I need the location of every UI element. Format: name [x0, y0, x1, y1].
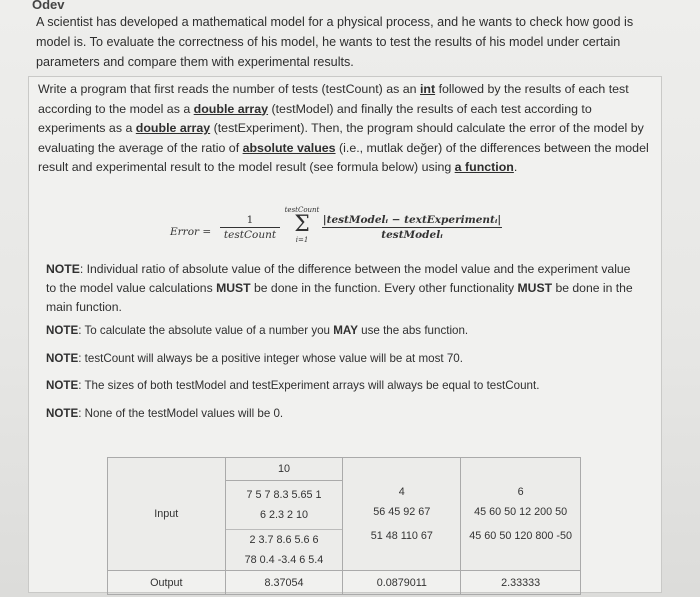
must-keyword: MUST: [216, 281, 251, 295]
formula-frac2-denominator: testModelᵢ: [381, 229, 443, 241]
note-label: NOTE: [46, 407, 79, 420]
note-testcount: [46, 352, 646, 365]
table-cell-test1-input: [225, 458, 343, 571]
note-text: : None of the testModel values will be 0.: [78, 407, 284, 420]
test2-count: 4: [398, 486, 405, 498]
task-paragraph: [38, 80, 650, 178]
task-text-6: .: [513, 160, 518, 174]
note-function: [46, 260, 640, 317]
formula-sum-upper: testCount: [284, 206, 320, 214]
task-text-2: followed by the results of each test according to the model as a: [38, 82, 629, 116]
note-sizes: [46, 379, 646, 392]
may-keyword: MAY: [333, 324, 358, 337]
intro-paragraph: A scientist has developed a mathematical model for a physical process, and he wants to check how good is model is. To evaluate the correctness of his model, he wants to test the results of his model under certain parameters and compare them with experimental results.: [36, 15, 634, 69]
test1-exp-line: 2 3.7 8.6 5.6 6: [249, 534, 319, 546]
task-text-1: Write a program that first reads the number of tests (testCount) as an: [38, 82, 420, 96]
error-formula: [170, 206, 530, 262]
test3-exp: 45 60 50 120 800 -50: [469, 530, 572, 542]
notes-section: [46, 260, 640, 420]
note-text: be done in the main function.: [46, 281, 633, 314]
table-cell-test3-input: [461, 458, 581, 571]
test1-model-line: 7 5 7 8.3 5.65 1: [246, 489, 322, 501]
examples-table: [107, 457, 581, 595]
note-label: NOTE: [46, 352, 79, 365]
note-text: be done in the function. Every other functionality: [250, 281, 518, 295]
double-array-keyword: double array: [193, 101, 269, 116]
formula-lhs: Error =: [170, 226, 212, 238]
test2-output: 0.0879011: [343, 571, 461, 595]
task-text-3: (testModel) and finally the results of each test according to experiments as a: [38, 101, 592, 135]
test1-count: 10: [226, 458, 343, 481]
note-text: use the abs function.: [357, 324, 469, 337]
input-label: Input: [108, 458, 226, 571]
formula-sum-lower: i=1: [295, 236, 309, 244]
note-label: NOTE: [46, 262, 80, 276]
test3-count: 6: [517, 486, 524, 498]
note-label: NOTE: [46, 324, 79, 337]
must-keyword: MUST: [517, 281, 553, 295]
page-title: Odev: [32, 0, 65, 12]
note-nonzero: [46, 407, 646, 420]
test3-output: 2.33333: [461, 571, 581, 595]
formula-fraction-1: [220, 214, 280, 241]
note-label: NOTE: [46, 379, 79, 392]
absolute-values-keyword: absolute values: [242, 140, 336, 155]
test1-exp-line: 78 0.4 -3.4 6 5.4: [244, 554, 324, 566]
test3-model: 45 60 50 12 200 50: [474, 506, 568, 518]
note-abs: [46, 324, 646, 337]
test1-exp: [226, 529, 343, 570]
table-row-output: [108, 571, 581, 595]
table-row-input: [108, 458, 581, 571]
note-text: : Individual ratio of absolute value of the difference between the model value and the experiment value to the model value calculations: [46, 262, 631, 295]
task-text-4: (testExperiment). Then, the program should calculate the error of the model by evaluating the average of the ratio of: [38, 121, 644, 155]
formula-sum: [282, 206, 322, 244]
formula-frac2-numerator: |testModelᵢ − textExperimentᵢ|: [322, 214, 502, 226]
note-text: : testCount will always be a positive integer whose value will be at most 70.: [78, 352, 463, 365]
test1-model-line: 6 2.3 2 10: [259, 509, 308, 521]
function-keyword: a function: [454, 160, 514, 174]
test3-input: [461, 482, 580, 546]
formula-frac1-denominator: testCount: [223, 229, 277, 241]
test2-model: 56 45 92 67: [373, 506, 431, 518]
test1-model: [226, 485, 343, 525]
formula-frac1-bar: [220, 227, 280, 228]
note-text: : The sizes of both testModel and testExperiment arrays will always be equal to testCount.: [78, 379, 540, 392]
task-text-5: (i.e., mutlak değer) of the differences between the model result and experimental result to the model result (see formula below) using: [38, 140, 649, 174]
formula-fraction-2: [322, 214, 502, 241]
test2-input: [343, 482, 460, 546]
test1-output: 8.37054: [225, 571, 343, 595]
formula-frac1-numerator: 1: [246, 214, 254, 226]
int-keyword: int: [419, 82, 436, 96]
double-array-keyword-2: double array: [135, 121, 211, 135]
test2-exp: 51 48 110 67: [370, 530, 433, 542]
formula-frac2-bar: [322, 227, 502, 228]
note-text: : To calculate the absolute value of a number you: [78, 324, 334, 337]
table-cell-test2-input: [343, 458, 461, 571]
sigma-icon: Σ: [294, 212, 310, 237]
output-label: Output: [108, 571, 226, 595]
